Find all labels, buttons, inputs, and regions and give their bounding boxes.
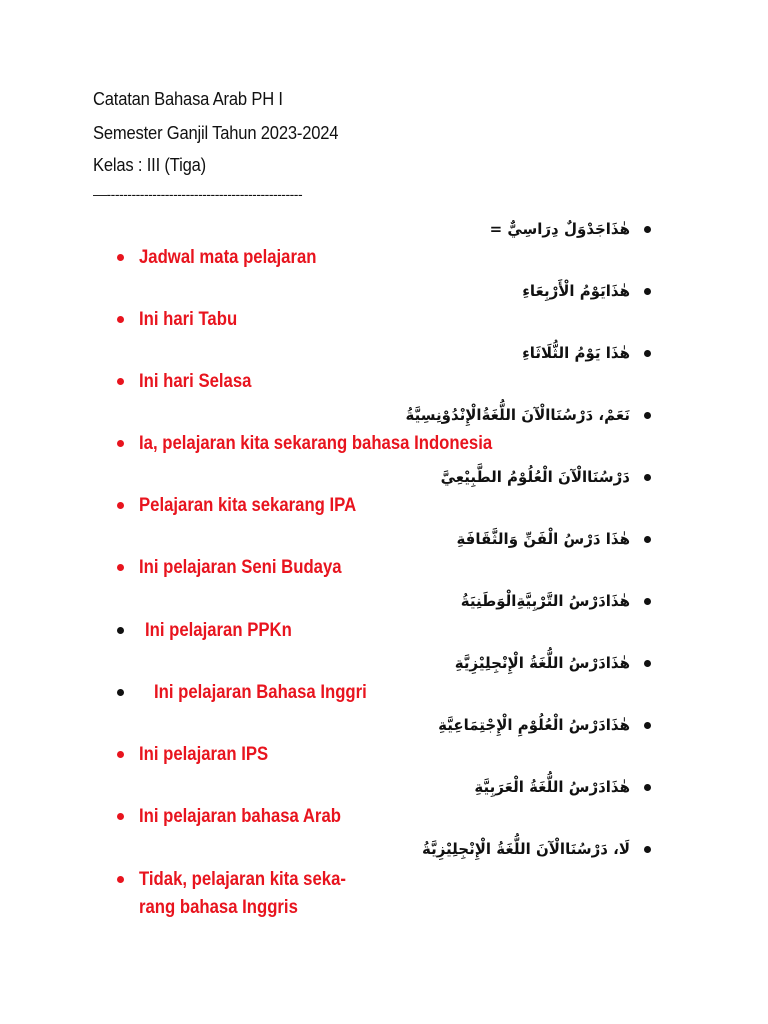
- translation-item-text: Tidak, pelajaran kita seka- rang bahasa Inggris: [139, 869, 346, 918]
- bullet-icon: [644, 536, 651, 543]
- arabic-item-text: هٰذَادَرْسُ التَّرْبِيَّةِالْوَطَنِيَةُ: [460, 592, 630, 610]
- translation-item-text: Ini pelajaran bahasa Arab: [139, 806, 341, 827]
- arabic-item: [422, 837, 651, 861]
- translation-item-text: Jadwal mata pelajaran: [139, 247, 317, 268]
- arabic-item: [461, 589, 651, 613]
- bullet-icon: [644, 350, 651, 357]
- arabic-item: [522, 279, 651, 303]
- bullet-icon: [117, 564, 124, 571]
- arabic-item-text: دَرْسُنَاالْآنَ الْعُلُوْمُ الطَّبِيْعِيَّ: [440, 468, 630, 486]
- translation-item: [117, 430, 540, 458]
- translation-item-text: Ini pelajaran Bahasa Inggri: [154, 682, 367, 703]
- bullet-icon: [644, 226, 651, 233]
- translation-item: [117, 741, 286, 769]
- arabic-item-text: هٰذَا يَوْمُ الثُّلَاثَاءِ: [522, 344, 630, 362]
- arabic-item: [438, 713, 651, 737]
- arabic-item: [474, 775, 651, 799]
- translation-item-text: Pelajaran kita sekarang IPA: [139, 495, 357, 516]
- arabic-item-text: لَا، دَرْسُنَاالْآنَ اللُّغَةُ الْإِنْجِلِيْزِيَّةُ: [421, 840, 630, 858]
- translation-item: [117, 866, 374, 922]
- translation-item: [117, 617, 312, 645]
- arabic-item-text: هٰذَايَوْمُ الْأَرْبِعَاءِ: [522, 282, 630, 300]
- translation-item: [117, 679, 396, 707]
- bullet-icon: [644, 412, 651, 419]
- bullet-icon: [117, 689, 124, 696]
- translation-item: [117, 554, 369, 582]
- arabic-item-text: هٰذَادَرْسُ الْعُلُوْمِ الْإِجْتِمَاعِيَّةِ: [438, 716, 630, 734]
- bullet-icon: [117, 440, 124, 447]
- arabic-item: [456, 527, 651, 551]
- translation-item: [117, 368, 267, 396]
- translation-item: [117, 306, 251, 334]
- bullet-icon: [644, 288, 651, 295]
- translation-item: [117, 244, 341, 272]
- divider-line: —-----------------------------------------------: [93, 186, 303, 202]
- arabic-item: [455, 651, 651, 675]
- translation-item-text: Ini hari Selasa: [139, 371, 252, 392]
- bullet-icon: [117, 254, 124, 261]
- arabic-item: [406, 403, 651, 427]
- bullet-icon: [644, 474, 651, 481]
- translation-item-text: Ini pelajaran PPKn: [145, 620, 292, 641]
- bullet-icon: [117, 813, 124, 820]
- arabic-item: [441, 465, 651, 489]
- document-title: Catatan Bahasa Arab PH I: [93, 89, 283, 109]
- translation-item-text: Ia, pelajaran kita sekarang bahasa Indonesia: [139, 433, 493, 454]
- bullet-icon: [117, 378, 124, 385]
- translation-item: [117, 803, 369, 831]
- arabic-item-text: هٰذَا دَرْسُ الْفَنِّ وَالثَّقَافَةِ: [456, 530, 630, 548]
- bullet-icon: [117, 502, 124, 509]
- bullet-icon: [644, 846, 651, 853]
- translation-item: [117, 492, 386, 520]
- bullet-icon: [117, 316, 124, 323]
- translation-item-text: Ini pelajaran Seni Budaya: [139, 557, 342, 578]
- bullet-icon: [117, 627, 124, 634]
- arabic-item-text: نَعَمْ، دَرْسُنَاالْآنَ اللُّغَةُالْإِنْدُوْنِسِيَّةُ: [405, 406, 630, 424]
- bullet-icon: [644, 784, 651, 791]
- arabic-item-text: هٰذَادَرْسُ اللُّغَةُ الْإِنْجِلِيْزِيَّةِ: [454, 654, 630, 672]
- arabic-item-text: هٰذَادَرْسُ اللُّغَةُ الْعَرَبِيَّةِ: [474, 778, 630, 796]
- arabic-item-text: هٰذَاجَدْوَلٌ دِرَاسِيٌّ =: [489, 220, 630, 238]
- bullet-icon: [644, 660, 651, 667]
- bullet-icon: [117, 876, 124, 883]
- class-line: Kelas : III (Tiga): [93, 155, 206, 175]
- translation-item-text: Ini pelajaran IPS: [139, 744, 269, 765]
- bullet-icon: [644, 722, 651, 729]
- bullet-icon: [644, 598, 651, 605]
- arabic-item: [522, 341, 651, 365]
- bullet-icon: [117, 751, 124, 758]
- arabic-item: [490, 217, 651, 241]
- semester-line: Semester Ganjil Tahun 2023-2024: [93, 123, 339, 143]
- translation-item-text: Ini hari Tabu: [139, 309, 238, 330]
